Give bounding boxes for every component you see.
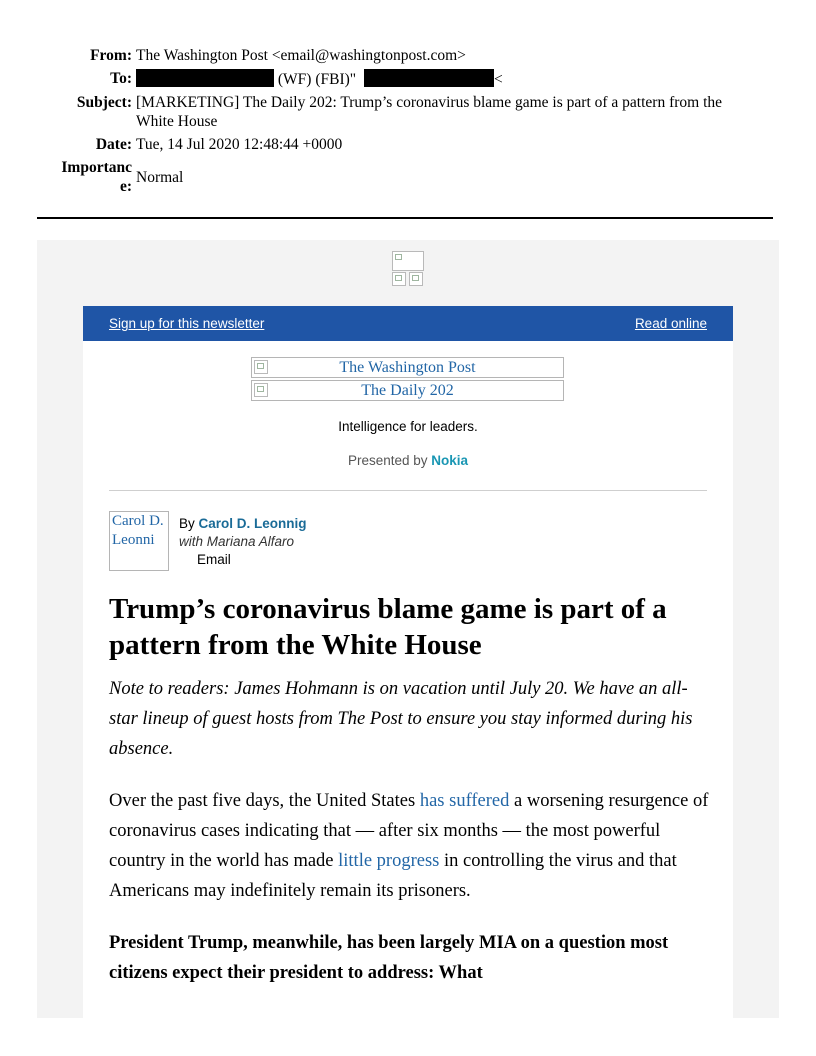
daily-202-masthead[interactable]: [251, 380, 564, 401]
to-value: [136, 69, 746, 89]
broken-image-icon: [409, 272, 423, 286]
presented-by-text: Presented by: [347, 453, 428, 468]
article-paragraph: [109, 786, 709, 906]
newsletter-container: [37, 240, 779, 1018]
byline-with: with Mariana Alfaro: [179, 534, 295, 549]
has-suffered-link[interactable]: has suffered: [419, 791, 510, 811]
byline-by: By: [179, 516, 195, 531]
header-divider: [37, 217, 773, 219]
broken-image-icon: [254, 360, 268, 374]
importance-value: Normal: [136, 169, 184, 186]
newsletter-top-bar: [83, 306, 733, 341]
to-middle-text: (WF) (FBI)": [277, 71, 357, 88]
paragraph-text: Over the past five days, the United States: [109, 791, 420, 811]
date-row: [0, 135, 816, 154]
author-avatar: Carol D. Leonni: [109, 511, 169, 571]
broken-image-icon: [392, 272, 406, 286]
to-label: To:: [110, 70, 132, 87]
sponsor-link[interactable]: Nokia: [431, 453, 469, 468]
to-row: [0, 69, 816, 89]
newsletter-card: [83, 341, 733, 1018]
redaction-block: [136, 69, 274, 87]
tagline: Intelligence for leaders.: [338, 419, 478, 434]
masthead-alt-text: The Daily 202: [361, 382, 454, 399]
subject-label: Subject:: [76, 94, 132, 111]
email-header: [0, 46, 816, 200]
byline: [179, 515, 307, 569]
importance-label-line2: e:: [119, 178, 132, 195]
importance-label: [0, 158, 136, 196]
subject-row: [0, 93, 816, 131]
little-progress-link[interactable]: little progress: [338, 851, 440, 871]
signup-link[interactable]: Sign up for this newsletter: [109, 316, 265, 331]
date-value: Tue, 14 Jul 2020 12:48:44 +0000: [136, 136, 343, 153]
paragraph-text: in controlling the virus and that Americans may indefinitely remain its prisoners.: [109, 851, 677, 901]
article-bold-paragraph: President Trump, meanwhile, has been largely MIA on a question most citizens expect their president to address: What: [109, 933, 669, 983]
editor-note: Note to readers: James Hohmann is on vacation until July 20. We have an all-star lineup of guest hosts from The Post to ensure you stay informed during his absence.: [109, 679, 693, 759]
washington-post-logo[interactable]: [251, 357, 564, 378]
article-headline: Trump’s coronavirus blame game is part of a pattern from the White House: [109, 593, 667, 661]
subject-value: [MARKETING] The Daily 202: Trump’s coronavirus blame game is part of a pattern from the White House: [136, 94, 723, 130]
broken-image-icon: [392, 251, 424, 271]
importance-label-line1: Importanc: [61, 159, 132, 176]
paragraph-text: a worsening resurgence of coronavirus cases indicating that — after six months — the most powerful country in the world has made: [109, 791, 709, 871]
from-value: The Washington Post <email@washingtonpost.com>: [136, 47, 466, 64]
from-label: From:: [90, 47, 132, 64]
logo-alt-text: The Washington Post: [339, 359, 476, 376]
section-divider: [109, 490, 707, 491]
read-online-link[interactable]: Read online: [634, 316, 707, 331]
redaction-block: [364, 69, 494, 87]
date-label: Date:: [95, 136, 132, 153]
broken-image-icon: [254, 383, 268, 397]
presented-by: [83, 453, 733, 468]
to-end-text: <: [493, 71, 503, 88]
from-row: [0, 46, 816, 65]
author-link[interactable]: Carol D. Leonnig: [198, 516, 307, 531]
email-link[interactable]: Email: [197, 552, 231, 567]
importance-row: [0, 158, 816, 196]
